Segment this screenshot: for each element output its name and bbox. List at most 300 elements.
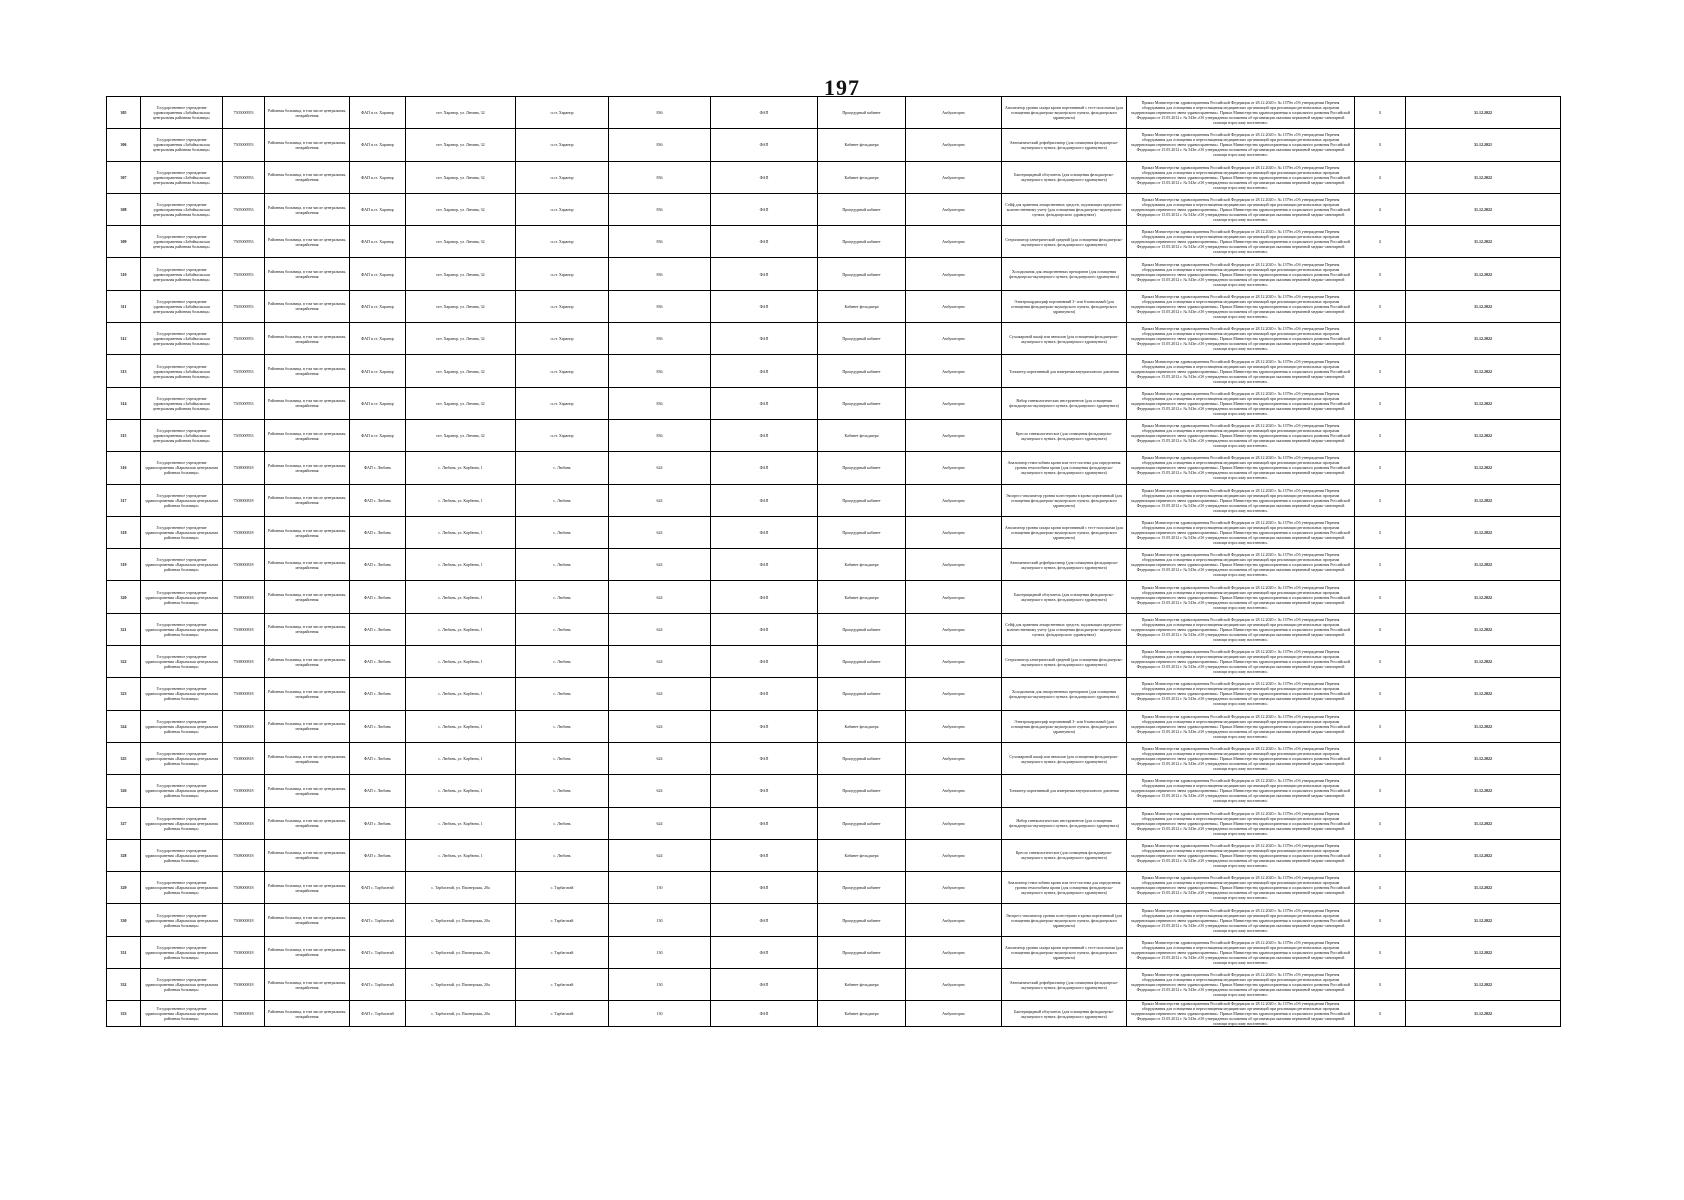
cell-locality: с. Тарбагатай [516, 969, 609, 1001]
cell-care: Амбулаторно [906, 549, 1002, 581]
cell-type: Районная больница, в том числе центральная, межрайонная [265, 839, 350, 871]
cell-act: Приказ Министерства здравоохранения Российской Федерации от 28.12.2020 г. № 1379н «Об утверждении Перечня оборудования для оснащения и переоснащения медицинских организаций при реализации региональных программ модернизации первичного звена здравоохранения». Приказ Министерства здравоохранения и социального развития Российской Федерации от 15.05.2012 г. № 543н «Об утверждении положения об организации оказания первичной медико-санитарной помощи взрослому населению» [1127, 646, 1355, 678]
cell-room: Процедурный кабинет [818, 936, 906, 968]
cell-equipment: Бактерицидный облучатель (для оснащения фельдшерско-акушерского пункта, фельдшерского здравпункта) [1002, 161, 1127, 193]
cell-code: 836 [609, 419, 711, 451]
cell-kind: ФАП [711, 1001, 818, 1027]
cell-room: Процедурный кабинет [818, 355, 906, 387]
cell-unit: ФАП п.ст. Харанор [350, 161, 406, 193]
cell-locality: с. Любань [516, 613, 609, 645]
cell-equipment: Стерилизатор электрический средний (для оснащения фельдшерско-акушерского пункта, фельдшерского здравпункта) [1002, 646, 1127, 678]
cell-locality: п.ст. Харанор [516, 419, 609, 451]
cell-org: Государственное учреждение здравоохранения «Карымская центральная районная больница» [141, 581, 223, 613]
cell-date: 31.12.2022 [1406, 419, 1561, 451]
cell-type: Районная больница, в том числе центральная, межрайонная [265, 484, 350, 516]
cell-unit: ФАП с. Любань [350, 484, 406, 516]
cell-type: Районная больница, в том числе центральная, межрайонная [265, 161, 350, 193]
cell-act: Приказ Министерства здравоохранения Российской Федерации от 28.12.2020 г. № 1379н «Об утверждении Перечня оборудования для оснащения и переоснащения медицинских организаций при реализации региональных программ модернизации первичного звена здравоохранения». Приказ Министерства здравоохранения и социального развития Российской Федерации от 15.05.2012 г. № 543н «Об утверждении положения об организации оказания первичной медико-санитарной помощи взрослому населению» [1127, 323, 1355, 355]
cell-type: Районная больница, в том числе центральная, межрайонная [265, 742, 350, 774]
cell-date: 31.12.2022 [1406, 355, 1561, 387]
cell-inn: 7505000953 [223, 323, 265, 355]
cell-qty: 1 [1355, 97, 1406, 129]
cell-act: Приказ Министерства здравоохранения Российской Федерации от 28.12.2020 г. № 1379н «Об утверждении Перечня оборудования для оснащения и переоснащения медицинских организаций при реализации региональных программ модернизации первичного звена здравоохранения». Приказ Министерства здравоохранения и социального развития Российской Федерации от 15.05.2012 г. № 543н «Об утверждении положения об организации оказания первичной медико-санитарной помощи взрослому населению» [1127, 678, 1355, 710]
cell-unit: ФАП п.ст. Харанор [350, 226, 406, 258]
cell-act: Приказ Министерства здравоохранения Российской Федерации от 28.12.2020 г. № 1379н «Об утверждении Перечня оборудования для оснащения и переоснащения медицинских организаций при реализации региональных программ модернизации первичного звена здравоохранения». Приказ Министерства здравоохранения и социального развития Российской Федерации от 15.05.2012 г. № 543н «Об утверждении положения об организации оказания первичной медико-санитарной помощи взрослому населению» [1127, 516, 1355, 548]
cell-code: 836 [609, 290, 711, 322]
cell-num: 323 [107, 678, 141, 710]
cell-org: Государственное учреждение здравоохранения «Забайкальская центральная районная больница» [141, 161, 223, 193]
cell-addr: с. Любань, ул. Карбюна, 1 [406, 775, 516, 807]
cell-addr: пгт. Харанор, ул. Ленина, 32 [406, 129, 516, 161]
cell-locality: с. Любань [516, 516, 609, 548]
cell-room: Процедурный кабинет [818, 516, 906, 548]
cell-room: Процедурный кабинет [818, 452, 906, 484]
cell-org: Государственное учреждение здравоохранения «Карымская центральная районная больница» [141, 646, 223, 678]
cell-room: Процедурный кабинет [818, 484, 906, 516]
cell-code: 624 [609, 742, 711, 774]
cell-room: Процедурный кабинет [818, 646, 906, 678]
cell-unit: ФАП с. Любань [350, 775, 406, 807]
cell-care: Амбулаторно [906, 516, 1002, 548]
cell-qty: 1 [1355, 904, 1406, 936]
cell-equipment: Холодильник для лекарственных препаратов (для оснащения фельдшерско-акушерского пункта, фельдшерского здравпункта) [1002, 678, 1127, 710]
cell-date: 31.12.2022 [1406, 710, 1561, 742]
cell-code: 836 [609, 323, 711, 355]
cell-act: Приказ Министерства здравоохранения Российской Федерации от 28.12.2020 г. № 1379н «Об утверждении Перечня оборудования для оснащения и переоснащения медицинских организаций при реализации региональных программ модернизации первичного звена здравоохранения». Приказ Министерства здравоохранения и социального развития Российской Федерации от 15.05.2012 г. № 543н «Об утверждении положения об организации оказания первичной медико-санитарной помощи взрослому населению» [1127, 549, 1355, 581]
cell-equipment: Бактерицидный облучатель (для оснащения фельдшерско-акушерского пункта, фельдшерского здравпункта) [1002, 581, 1127, 613]
cell-type: Районная больница, в том числе центральная, межрайонная [265, 226, 350, 258]
cell-date: 31.12.2022 [1406, 258, 1561, 290]
cell-act: Приказ Министерства здравоохранения Российской Федерации от 28.12.2020 г. № 1379н «Об утверждении Перечня оборудования для оснащения и переоснащения медицинских организаций при реализации региональных программ модернизации первичного звена здравоохранения». Приказ Министерства здравоохранения и социального развития Российской Федерации от 15.05.2012 г. № 543н «Об утверждении положения об организации оказания первичной медико-санитарной помощи взрослому населению» [1127, 97, 1355, 129]
cell-org: Государственное учреждение здравоохранения «Карымская центральная районная больница» [141, 1001, 223, 1027]
cell-inn: 7505000953 [223, 419, 265, 451]
table-row [107, 226, 1561, 258]
cell-care: Амбулаторно [906, 97, 1002, 129]
cell-unit: ФАП с. Тарбагатай [350, 936, 406, 968]
cell-org: Государственное учреждение здравоохранения «Карымская центральная районная больница» [141, 936, 223, 968]
cell-inn: 7508000818 [223, 516, 265, 548]
table-row [107, 872, 1561, 904]
cell-code: 836 [609, 226, 711, 258]
cell-code: 624 [609, 613, 711, 645]
cell-code: 624 [609, 484, 711, 516]
cell-kind: ФАП [711, 904, 818, 936]
cell-addr: пгт. Харанор, ул. Ленина, 32 [406, 193, 516, 225]
cell-act: Приказ Министерства здравоохранения Российской Федерации от 28.12.2020 г. № 1379н «Об утверждении Перечня оборудования для оснащения и переоснащения медицинских организаций при реализации региональных программ модернизации первичного звена здравоохранения». Приказ Министерства здравоохранения и социального развития Российской Федерации от 15.05.2012 г. № 543н «Об утверждении положения об организации оказания первичной медико-санитарной помощи взрослому населению» [1127, 193, 1355, 225]
cell-inn: 7508000818 [223, 581, 265, 613]
cell-code: 836 [609, 355, 711, 387]
cell-num: 305 [107, 97, 141, 129]
cell-type: Районная больница, в том числе центральная, межрайонная [265, 1001, 350, 1027]
cell-room: Кабинет фельдшера [818, 839, 906, 871]
cell-unit: ФАП с. Любань [350, 581, 406, 613]
cell-inn: 7508000818 [223, 936, 265, 968]
cell-addr: с. Тарбагатай, ул. Пионерская, 20а [406, 904, 516, 936]
cell-qty: 1 [1355, 678, 1406, 710]
cell-qty: 1 [1355, 613, 1406, 645]
cell-date: 31.12.2021 [1406, 129, 1561, 161]
cell-kind: ФАП [711, 775, 818, 807]
cell-date: 31.12.2022 [1406, 678, 1561, 710]
cell-inn: 7508000818 [223, 742, 265, 774]
cell-addr: с. Тарбагатай, ул. Пионерская, 20а [406, 969, 516, 1001]
cell-qty: 1 [1355, 936, 1406, 968]
cell-code: 836 [609, 258, 711, 290]
cell-equipment: Тонометр портативный для измерения внутриглазного давления [1002, 775, 1127, 807]
table-row [107, 193, 1561, 225]
cell-act: Приказ Министерства здравоохранения Российской Федерации от 28.12.2020 г. № 1379н «Об утверждении Перечня оборудования для оснащения и переоснащения медицинских организаций при реализации региональных программ модернизации первичного звена здравоохранения». Приказ Министерства здравоохранения и социального развития Российской Федерации от 15.05.2012 г. № 543н «Об утверждении положения об организации оказания первичной медико-санитарной помощи взрослому населению» [1127, 872, 1355, 904]
cell-locality: п.ст. Харанор [516, 258, 609, 290]
cell-locality: п.ст. Харанор [516, 161, 609, 193]
cell-inn: 7508000818 [223, 549, 265, 581]
cell-room: Кабинет фельдшера [818, 549, 906, 581]
cell-addr: с. Любань, ул. Карбюна, 1 [406, 549, 516, 581]
cell-unit: ФАП п.ст. Харанор [350, 355, 406, 387]
cell-code: 130 [609, 936, 711, 968]
cell-locality: п.ст. Харанор [516, 355, 609, 387]
cell-type: Районная больница, в том числе центральная, межрайонная [265, 419, 350, 451]
cell-num: 316 [107, 452, 141, 484]
cell-org: Государственное учреждение здравоохранения «Карымская центральная районная больница» [141, 484, 223, 516]
cell-code: 624 [609, 839, 711, 871]
cell-kind: ФАП [711, 936, 818, 968]
cell-room: Процедурный кабинет [818, 387, 906, 419]
cell-act: Приказ Министерства здравоохранения Российской Федерации от 28.12.2020 г. № 1379н «Об утверждении Перечня оборудования для оснащения и переоснащения медицинских организаций при реализации региональных программ модернизации первичного звена здравоохранения». Приказ Министерства здравоохранения и социального развития Российской Федерации от 15.05.2012 г. № 543н «Об утверждении положения об организации оказания первичной медико-санитарной помощи взрослому населению» [1127, 839, 1355, 871]
cell-addr: с. Любань, ул. Карбюна, 1 [406, 581, 516, 613]
cell-date: 31.12.2022 [1406, 516, 1561, 548]
cell-locality: с. Любань [516, 839, 609, 871]
cell-addr: пгт. Харанор, ул. Ленина, 32 [406, 355, 516, 387]
cell-date: 31.12.2022 [1406, 646, 1561, 678]
cell-care: Амбулаторно [906, 419, 1002, 451]
cell-act: Приказ Министерства здравоохранения Российской Федерации от 28.12.2020 г. № 1379н «Об утверждении Перечня оборудования для оснащения и переоснащения медицинских организаций при реализации региональных программ модернизации первичного звена здравоохранения». Приказ Министерства здравоохранения и социального развития Российской Федерации от 15.05.2012 г. № 543н «Об утверждении положения об организации оказания первичной медико-санитарной помощи взрослому населению» [1127, 419, 1355, 451]
cell-act: Приказ Министерства здравоохранения Российской Федерации от 28.12.2020 г. № 1379н «Об утверждении Перечня оборудования для оснащения и переоснащения медицинских организаций при реализации региональных программ модернизации первичного звена здравоохранения». Приказ Министерства здравоохранения и социального развития Российской Федерации от 15.05.2012 г. № 543н «Об утверждении положения об организации оказания первичной медико-санитарной помощи взрослому населению» [1127, 936, 1355, 968]
cell-kind: ФАП [711, 419, 818, 451]
cell-care: Амбулаторно [906, 161, 1002, 193]
cell-locality: с. Тарбагатай [516, 904, 609, 936]
cell-locality: с. Любань [516, 646, 609, 678]
cell-code: 624 [609, 581, 711, 613]
cell-code: 836 [609, 387, 711, 419]
cell-type: Районная больница, в том числе центральная, межрайонная [265, 646, 350, 678]
cell-kind: ФАП [711, 969, 818, 1001]
page-number: 197 [824, 75, 860, 100]
cell-care: Амбулаторно [906, 323, 1002, 355]
cell-code: 130 [609, 872, 711, 904]
cell-room: Кабинет фельдшера [818, 710, 906, 742]
table-row [107, 97, 1561, 129]
cell-inn: 7505000953 [223, 290, 265, 322]
cell-code: 130 [609, 1001, 711, 1027]
cell-locality: с. Любань [516, 807, 609, 839]
table-row [107, 516, 1561, 548]
cell-qty: 1 [1355, 872, 1406, 904]
cell-addr: с. Любань, ул. Карбюна, 1 [406, 678, 516, 710]
cell-type: Районная больница, в том числе центральная, межрайонная [265, 775, 350, 807]
cell-care: Амбулаторно [906, 936, 1002, 968]
cell-qty: 1 [1355, 807, 1406, 839]
table-row [107, 936, 1561, 968]
cell-code: 624 [609, 807, 711, 839]
cell-date: 31.12.2022 [1406, 387, 1561, 419]
table-row [107, 1001, 1561, 1027]
cell-type: Районная больница, в том числе центральная, межрайонная [265, 193, 350, 225]
cell-inn: 7508000818 [223, 710, 265, 742]
table-row [107, 710, 1561, 742]
cell-qty: 1 [1355, 129, 1406, 161]
cell-act: Приказ Министерства здравоохранения Российской Федерации от 28.12.2020 г. № 1379н «Об утверждении Перечня оборудования для оснащения и переоснащения медицинских организаций при реализации региональных программ модернизации первичного звена здравоохранения». Приказ Министерства здравоохранения и социального развития Российской Федерации от 15.05.2012 г. № 543н «Об утверждении положения об организации оказания первичной медико-санитарной помощи взрослому населению» [1127, 129, 1355, 161]
cell-locality: с. Любань [516, 581, 609, 613]
equipment-table [106, 96, 1561, 1027]
cell-qty: 1 [1355, 290, 1406, 322]
cell-care: Амбулаторно [906, 678, 1002, 710]
table-row [107, 646, 1561, 678]
cell-kind: ФАП [711, 646, 818, 678]
table-row [107, 839, 1561, 871]
table-row [107, 323, 1561, 355]
cell-unit: ФАП п.ст. Харанор [350, 419, 406, 451]
cell-room: Процедурный кабинет [818, 613, 906, 645]
cell-unit: ФАП с. Любань [350, 646, 406, 678]
cell-equipment: Сейф для хранения лекарственных средств, подлежащих предметно-количественному учету (для оснащения фельдшерско-акушерского пункта, фельдшерского здравпункта) [1002, 193, 1127, 225]
cell-care: Амбулаторно [906, 452, 1002, 484]
cell-addr: с. Любань, ул. Карбюна, 1 [406, 484, 516, 516]
cell-qty: 1 [1355, 549, 1406, 581]
cell-code: 624 [609, 710, 711, 742]
cell-unit: ФАП п.ст. Харанор [350, 193, 406, 225]
cell-org: Государственное учреждение здравоохранения «Карымская центральная районная больница» [141, 549, 223, 581]
cell-addr: с. Тарбагатай, ул. Пионерская, 20а [406, 936, 516, 968]
cell-care: Амбулаторно [906, 839, 1002, 871]
cell-num: 328 [107, 839, 141, 871]
cell-org: Государственное учреждение здравоохранения «Забайкальская центральная районная больница» [141, 419, 223, 451]
cell-equipment: Анализатор гемоглобина крови или тест-система для определения уровня гемоглобина крови (для оснащения фельдшерско-акушерского пункта, фельдшерского здравпункта) [1002, 872, 1127, 904]
cell-care: Амбулаторно [906, 775, 1002, 807]
cell-addr: пгт. Харанор, ул. Ленина, 32 [406, 387, 516, 419]
cell-room: Кабинет фельдшера [818, 581, 906, 613]
cell-date: 31.12.2022 [1406, 775, 1561, 807]
cell-unit: ФАП с. Тарбагатай [350, 872, 406, 904]
cell-unit: ФАП с. Любань [350, 452, 406, 484]
cell-inn: 7505000953 [223, 97, 265, 129]
cell-act: Приказ Министерства здравоохранения Российской Федерации от 28.12.2020 г. № 1379н «Об утверждении Перечня оборудования для оснащения и переоснащения медицинских организаций при реализации региональных программ модернизации первичного звена здравоохранения». Приказ Министерства здравоохранения и социального развития Российской Федерации от 15.05.2012 г. № 543н «Об утверждении положения об организации оказания первичной медико-санитарной помощи взрослому населению» [1127, 775, 1355, 807]
cell-equipment: Сухожаровой шкаф или автоклав (для оснащения фельдшерско-акушерского пункта, фельдшерского здравпункта) [1002, 742, 1127, 774]
cell-kind: ФАП [711, 549, 818, 581]
cell-unit: ФАП с. Тарбагатай [350, 969, 406, 1001]
cell-org: Государственное учреждение здравоохранения «Забайкальская центральная районная больница» [141, 226, 223, 258]
cell-addr: пгт. Харанор, ул. Ленина, 32 [406, 419, 516, 451]
cell-locality: с. Любань [516, 549, 609, 581]
cell-addr: с. Любань, ул. Карбюна, 1 [406, 646, 516, 678]
cell-qty: 1 [1355, 775, 1406, 807]
cell-org: Государственное учреждение здравоохранения «Забайкальская центральная районная больница» [141, 355, 223, 387]
cell-act: Приказ Министерства здравоохранения Российской Федерации от 28.12.2020 г. № 1379н «Об утверждении Перечня оборудования для оснащения и переоснащения медицинских организаций при реализации региональных программ модернизации первичного звена здравоохранения». Приказ Министерства здравоохранения и социального развития Российской Федерации от 15.05.2012 г. № 543н «Об утверждении положения об организации оказания первичной медико-санитарной помощи взрослому населению» [1127, 807, 1355, 839]
table-row [107, 807, 1561, 839]
cell-kind: ФАП [711, 258, 818, 290]
cell-locality: с. Тарбагатай [516, 936, 609, 968]
table-row [107, 355, 1561, 387]
table-row [107, 290, 1561, 322]
cell-date: 31.12.2022 [1406, 742, 1561, 774]
cell-type: Районная больница, в том числе центральная, межрайонная [265, 129, 350, 161]
cell-org: Государственное учреждение здравоохранения «Карымская центральная районная больница» [141, 452, 223, 484]
cell-act: Приказ Министерства здравоохранения Российской Федерации от 28.12.2020 г. № 1379н «Об утверждении Перечня оборудования для оснащения и переоснащения медицинских организаций при реализации региональных программ модернизации первичного звена здравоохранения». Приказ Министерства здравоохранения и социального развития Российской Федерации от 15.05.2012 г. № 543н «Об утверждении положения об организации оказания первичной медико-санитарной помощи взрослому населению» [1127, 904, 1355, 936]
cell-care: Амбулаторно [906, 484, 1002, 516]
cell-qty: 1 [1355, 226, 1406, 258]
cell-inn: 7508000818 [223, 969, 265, 1001]
cell-care: Амбулаторно [906, 613, 1002, 645]
cell-kind: ФАП [711, 161, 818, 193]
cell-type: Районная больница, в том числе центральная, межрайонная [265, 710, 350, 742]
cell-unit: ФАП с. Любань [350, 742, 406, 774]
cell-act: Приказ Министерства здравоохранения Российской Федерации от 28.12.2020 г. № 1379н «Об утверждении Перечня оборудования для оснащения и переоснащения медицинских организаций при реализации региональных программ модернизации первичного звена здравоохранения». Приказ Министерства здравоохранения и социального развития Российской Федерации от 15.05.2012 г. № 543н «Об утверждении положения об организации оказания первичной медико-санитарной помощи взрослому населению» [1127, 161, 1355, 193]
cell-date: 31.12.2022 [1406, 1001, 1561, 1027]
cell-type: Районная больница, в том числе центральная, межрайонная [265, 613, 350, 645]
cell-type: Районная больница, в том числе центральная, межрайонная [265, 872, 350, 904]
cell-room: Процедурный кабинет [818, 742, 906, 774]
cell-type: Районная больница, в том числе центральная, межрайонная [265, 807, 350, 839]
cell-kind: ФАП [711, 387, 818, 419]
cell-type: Районная больница, в том числе центральная, межрайонная [265, 904, 350, 936]
cell-type: Районная больница, в том числе центральная, межрайонная [265, 969, 350, 1001]
cell-care: Амбулаторно [906, 581, 1002, 613]
cell-locality: п.ст. Харанор [516, 323, 609, 355]
cell-qty: 1 [1355, 484, 1406, 516]
cell-unit: ФАП с. Любань [350, 516, 406, 548]
cell-org: Государственное учреждение здравоохранения «Забайкальская центральная районная больница» [141, 97, 223, 129]
cell-unit: ФАП с. Тарбагатай [350, 1001, 406, 1027]
cell-num: 311 [107, 290, 141, 322]
cell-date: 31.12.2022 [1406, 613, 1561, 645]
cell-act: Приказ Министерства здравоохранения Российской Федерации от 28.12.2020 г. № 1379н «Об утверждении Перечня оборудования для оснащения и переоснащения медицинских организаций при реализации региональных программ модернизации первичного звена здравоохранения». Приказ Министерства здравоохранения и социального развития Российской Федерации от 15.05.2012 г. № 543н «Об утверждении положения об организации оказания первичной медико-санитарной помощи взрослому населению» [1127, 355, 1355, 387]
cell-care: Амбулаторно [906, 387, 1002, 419]
cell-locality: с. Тарбагатай [516, 872, 609, 904]
cell-qty: 1 [1355, 646, 1406, 678]
cell-room: Кабинет фельдшера [818, 161, 906, 193]
cell-room: Процедурный кабинет [818, 775, 906, 807]
cell-equipment: Кресло гинекологическое (для оснащения фельдшерско-акушерского пункта, фельдшерского здравпункта) [1002, 419, 1127, 451]
cell-addr: с. Любань, ул. Карбюна, 1 [406, 613, 516, 645]
cell-qty: 1 [1355, 387, 1406, 419]
cell-addr: с. Любань, ул. Карбюна, 1 [406, 452, 516, 484]
table-row [107, 613, 1561, 645]
cell-org: Государственное учреждение здравоохранения «Карымская центральная районная больница» [141, 904, 223, 936]
cell-locality: п.ст. Харанор [516, 129, 609, 161]
cell-kind: ФАП [711, 323, 818, 355]
cell-addr: с. Любань, ул. Карбюна, 1 [406, 710, 516, 742]
cell-inn: 7508000818 [223, 775, 265, 807]
cell-room: Процедурный кабинет [818, 258, 906, 290]
cell-equipment: Электрокардиограф портативный 3- или 6-канальный (для оснащения фельдшерско-акушерского пункта, фельдшерского здравпункта) [1002, 290, 1127, 322]
cell-inn: 7508000818 [223, 613, 265, 645]
cell-room: Процедурный кабинет [818, 323, 906, 355]
cell-equipment: Стерилизатор электрический средний (для оснащения фельдшерско-акушерского пункта, фельдшерского здравпункта) [1002, 226, 1127, 258]
cell-qty: 1 [1355, 452, 1406, 484]
cell-equipment: Экспресс-анализатор уровня холестерина в крови портативный (для оснащения фельдшерско-акушерского пункта, фельдшерского здравпункта) [1002, 904, 1127, 936]
cell-equipment: Кресло гинекологическое (для оснащения фельдшерско-акушерского пункта, фельдшерского здравпункта) [1002, 839, 1127, 871]
cell-kind: ФАП [711, 613, 818, 645]
cell-qty: 1 [1355, 355, 1406, 387]
cell-qty: 1 [1355, 1001, 1406, 1027]
cell-date: 31.12.2022 [1406, 839, 1561, 871]
cell-num: 317 [107, 484, 141, 516]
table-row [107, 452, 1561, 484]
cell-equipment: Автоматический дефибриллятор (для оснащения фельдшерско-акушерского пункта, фельдшерского здравпункта) [1002, 129, 1127, 161]
cell-act: Приказ Министерства здравоохранения Российской Федерации от 28.12.2020 г. № 1379н «Об утверждении Перечня оборудования для оснащения и переоснащения медицинских организаций при реализации региональных программ модернизации первичного звена здравоохранения». Приказ Министерства здравоохранения и социального развития Российской Федерации от 15.05.2012 г. № 543н «Об утверждении положения об организации оказания первичной медико-санитарной помощи взрослому населению» [1127, 613, 1355, 645]
cell-org: Государственное учреждение здравоохранения «Карымская центральная районная больница» [141, 742, 223, 774]
cell-kind: ФАП [711, 742, 818, 774]
cell-unit: ФАП п.ст. Харанор [350, 387, 406, 419]
cell-act: Приказ Министерства здравоохранения Российской Федерации от 28.12.2020 г. № 1379н «Об утверждении Перечня оборудования для оснащения и переоснащения медицинских организаций при реализации региональных программ модернизации первичного звена здравоохранения». Приказ Министерства здравоохранения и социального развития Российской Федерации от 15.05.2012 г. № 543н «Об утверждении положения об организации оказания первичной медико-санитарной помощи взрослому населению» [1127, 1001, 1355, 1027]
cell-addr: с. Тарбагатай, ул. Пионерская, 20а [406, 1001, 516, 1027]
cell-care: Амбулаторно [906, 129, 1002, 161]
cell-addr: пгт. Харанор, ул. Ленина, 32 [406, 161, 516, 193]
cell-num: 307 [107, 161, 141, 193]
cell-org: Государственное учреждение здравоохранения «Карымская центральная районная больница» [141, 839, 223, 871]
cell-type: Районная больница, в том числе центральная, межрайонная [265, 97, 350, 129]
cell-kind: ФАП [711, 516, 818, 548]
cell-equipment: Анализатор уровня сахара крови портативный с тест-полосками (для оснащения фельдшерско-акушерского пункта, фельдшерского здравпункта) [1002, 97, 1127, 129]
cell-care: Амбулаторно [906, 872, 1002, 904]
cell-room: Кабинет фельдшера [818, 290, 906, 322]
cell-org: Государственное учреждение здравоохранения «Карымская центральная районная больница» [141, 516, 223, 548]
cell-org: Государственное учреждение здравоохранения «Карымская центральная районная больница» [141, 710, 223, 742]
cell-inn: 7508000818 [223, 839, 265, 871]
cell-qty: 1 [1355, 161, 1406, 193]
cell-type: Районная больница, в том числе центральная, межрайонная [265, 258, 350, 290]
cell-inn: 7508000818 [223, 807, 265, 839]
cell-equipment: Тонометр портативный для измерения внутриглазного давления [1002, 355, 1127, 387]
cell-locality: п.ст. Харанор [516, 193, 609, 225]
cell-type: Районная больница, в том числе центральная, межрайонная [265, 678, 350, 710]
cell-num: 308 [107, 193, 141, 225]
cell-locality: п.ст. Харанор [516, 387, 609, 419]
cell-room: Процедурный кабинет [818, 193, 906, 225]
cell-num: 322 [107, 646, 141, 678]
cell-org: Государственное учреждение здравоохранения «Забайкальская центральная районная больница» [141, 323, 223, 355]
cell-equipment: Сейф для хранения лекарственных средств, подлежащих предметно-количественному учету (для оснащения фельдшерско-акушерского пункта, фельдшерского здравпункта) [1002, 613, 1127, 645]
cell-locality: с. Любань [516, 710, 609, 742]
cell-act: Приказ Министерства здравоохранения Российской Федерации от 28.12.2020 г. № 1379н «Об утверждении Перечня оборудования для оснащения и переоснащения медицинских организаций при реализации региональных программ модернизации первичного звена здравоохранения». Приказ Министерства здравоохранения и социального развития Российской Федерации от 15.05.2012 г. № 543н «Об утверждении положения об организации оказания первичной медико-санитарной помощи взрослому населению» [1127, 226, 1355, 258]
cell-unit: ФАП п.ст. Харанор [350, 129, 406, 161]
cell-date: 31.12.2022 [1406, 936, 1561, 968]
cell-care: Амбулаторно [906, 807, 1002, 839]
cell-num: 330 [107, 904, 141, 936]
cell-care: Амбулаторно [906, 646, 1002, 678]
cell-unit: ФАП с. Любань [350, 678, 406, 710]
cell-code: 130 [609, 969, 711, 1001]
cell-locality: с. Любань [516, 742, 609, 774]
cell-date: 31.12.2022 [1406, 484, 1561, 516]
cell-room: Кабинет фельдшера [818, 129, 906, 161]
cell-num: 324 [107, 710, 141, 742]
cell-qty: 1 [1355, 516, 1406, 548]
cell-org: Государственное учреждение здравоохранения «Забайкальская центральная районная больница» [141, 129, 223, 161]
cell-unit: ФАП с. Любань [350, 549, 406, 581]
cell-addr: с. Любань, ул. Карбюна, 1 [406, 807, 516, 839]
cell-act: Приказ Министерства здравоохранения Российской Федерации от 28.12.2020 г. № 1379н «Об утверждении Перечня оборудования для оснащения и переоснащения медицинских организаций при реализации региональных программ модернизации первичного звена здравоохранения». Приказ Министерства здравоохранения и социального развития Российской Федерации от 15.05.2012 г. № 543н «Об утверждении положения об организации оказания первичной медико-санитарной помощи взрослому населению» [1127, 452, 1355, 484]
cell-code: 836 [609, 97, 711, 129]
cell-care: Амбулаторно [906, 969, 1002, 1001]
cell-care: Амбулаторно [906, 258, 1002, 290]
table-row [107, 484, 1561, 516]
cell-code: 624 [609, 516, 711, 548]
cell-locality: с. Любань [516, 775, 609, 807]
cell-date: 31.12.2022 [1406, 323, 1561, 355]
cell-code: 624 [609, 452, 711, 484]
cell-act: Приказ Министерства здравоохранения Российской Федерации от 28.12.2020 г. № 1379н «Об утверждении Перечня оборудования для оснащения и переоснащения медицинских организаций при реализации региональных программ модернизации первичного звена здравоохранения». Приказ Министерства здравоохранения и социального развития Российской Федерации от 15.05.2012 г. № 543н «Об утверждении положения об организации оказания первичной медико-санитарной помощи взрослому населению» [1127, 258, 1355, 290]
cell-org: Государственное учреждение здравоохранения «Карымская центральная районная больница» [141, 678, 223, 710]
